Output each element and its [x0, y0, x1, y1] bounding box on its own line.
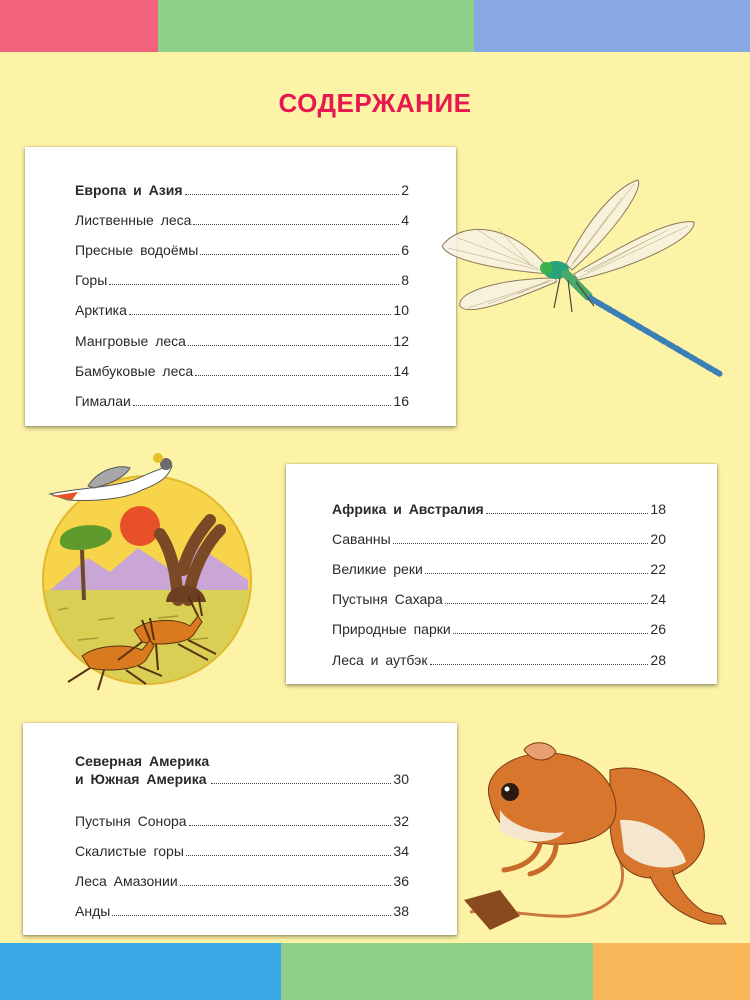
toc-entry[interactable] [75, 169, 409, 199]
toc-entry-label [75, 752, 209, 788]
dot-leader [430, 663, 649, 665]
toc-entry-page: 2 [401, 182, 409, 199]
dot-leader [109, 283, 399, 285]
toc-entry-label: Лиственные леса [75, 212, 192, 229]
toc-card-africa-australia [286, 464, 717, 684]
toc-entry-page: 18 [650, 501, 666, 518]
toc-entry-page: 36 [393, 873, 409, 890]
toc-entry-page: 38 [393, 903, 409, 920]
dot-leader [188, 344, 391, 346]
toc-entry-label: Пустыня Сонора [75, 813, 187, 830]
toc-entry[interactable] [75, 890, 409, 920]
toc-entry-label: Пустыня Сахара [332, 591, 443, 608]
toc-entry[interactable] [75, 380, 409, 410]
toc-entry[interactable] [332, 548, 666, 578]
dot-leader [186, 854, 392, 856]
toc-entry-page: 6 [401, 242, 409, 259]
toc-entry-page: 10 [393, 302, 409, 319]
toc-entry-label: Саванны [332, 531, 391, 548]
toc-entry-page: 30 [393, 771, 409, 787]
toc-entry[interactable] [332, 518, 666, 548]
toc-entry-page: 8 [401, 272, 409, 289]
toc-entry-label: Великие реки [332, 561, 423, 578]
toc-entry-page: 16 [393, 392, 409, 409]
toc-entry[interactable] [75, 319, 409, 349]
toc-entry-label: Мангровые леса [75, 332, 186, 349]
toc-entry-page: 28 [650, 651, 666, 668]
dot-leader [112, 914, 391, 916]
toc-heading-line: Северная Америка [75, 753, 210, 769]
dot-leader [129, 313, 392, 315]
dot-leader [180, 884, 392, 886]
dot-leader [189, 824, 392, 826]
toc-entry[interactable] [332, 488, 666, 518]
toc-list [75, 169, 409, 410]
dot-leader [211, 782, 391, 784]
toc-entry-page: 14 [393, 362, 409, 379]
toc-entry-label: Пресные водоёмы [75, 242, 199, 259]
toc-entry[interactable] [75, 350, 409, 380]
top-band-green [158, 0, 474, 52]
savanna-illustration [38, 450, 256, 695]
toc-entry-label: Анды [75, 903, 111, 920]
toc-entry-label: Бамбуковые леса [75, 362, 194, 379]
toc-entry-label: Африка и Австралия [332, 501, 484, 518]
bottom-band-green [281, 943, 593, 1000]
toc-entry-page: 34 [393, 843, 409, 860]
top-color-band [0, 0, 750, 52]
bottom-color-band [0, 943, 750, 1000]
toc-entry[interactable] [75, 289, 409, 319]
toc-entry-label: Европа и Азия [75, 182, 183, 199]
toc-entry-label: Арктика [75, 302, 127, 319]
dot-leader [133, 404, 392, 406]
toc-card-europe-asia [25, 147, 456, 426]
toc-entry-label: Гималаи [75, 392, 131, 409]
toc-entry-page: 20 [650, 531, 666, 548]
toc-entry[interactable] [75, 259, 409, 289]
toc-entry[interactable] [75, 752, 409, 788]
toc-entry[interactable] [75, 229, 409, 259]
toc-entry-page: 26 [650, 621, 666, 638]
dot-leader [193, 223, 399, 225]
bottom-band-blue [0, 943, 281, 1000]
toc-entry[interactable] [332, 638, 666, 668]
dot-leader [486, 512, 649, 514]
toc-entry[interactable] [75, 860, 409, 890]
toc-entry-page: 12 [393, 332, 409, 349]
toc-list [332, 488, 666, 669]
bottom-band-orange [593, 943, 750, 1000]
toc-entry-label: Природные парки [332, 621, 451, 638]
toc-entry[interactable] [332, 578, 666, 608]
toc-list [75, 752, 409, 920]
toc-heading-line: и Южная Америка [75, 771, 207, 787]
toc-entry-label: Леса и аутбэк [332, 651, 428, 668]
dragonfly-illustration [438, 178, 730, 383]
dot-leader [425, 572, 649, 574]
toc-entry[interactable] [75, 830, 409, 860]
toc-entry-page: 22 [650, 561, 666, 578]
top-band-blue [474, 0, 750, 52]
toc-entry-label: Скалистые горы [75, 843, 184, 860]
top-band-pink [0, 0, 158, 52]
dot-leader [195, 374, 391, 376]
toc-card-americas [23, 723, 457, 935]
dot-leader [445, 602, 649, 604]
dot-leader [393, 542, 649, 544]
toc-entry-page: 32 [393, 813, 409, 830]
jerboa-illustration [460, 740, 732, 932]
dot-leader [185, 193, 400, 195]
page-title: СОДЕРЖАНИЕ [278, 88, 472, 118]
toc-entry[interactable] [75, 800, 409, 830]
toc-entry[interactable] [332, 608, 666, 638]
toc-entry-label: Горы [75, 272, 108, 289]
toc-entry-page: 4 [401, 212, 409, 229]
toc-entry-label: Леса Амазонии [75, 873, 178, 890]
dot-leader [453, 632, 649, 634]
dot-leader [200, 253, 399, 255]
toc-entry-page: 24 [650, 591, 666, 608]
toc-entry[interactable] [75, 199, 409, 229]
